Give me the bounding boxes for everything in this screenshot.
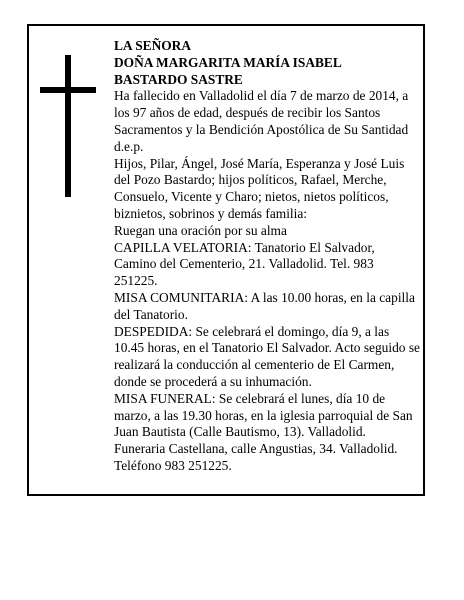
chapel-info: CAPILLA VELATORIA: Tanatorio El Salvador, Camino del Cementerio, 21. Valladolid. Tel. 983 251225. bbox=[114, 239, 375, 289]
prayer-request: Ruegan una oración por su alma bbox=[114, 222, 287, 238]
cross-horizontal-bar bbox=[40, 87, 96, 93]
cross-icon bbox=[40, 55, 96, 197]
community-mass-info: MISA COMUNITARIA: A las 10.00 horas, en la capilla del Tanatorio. bbox=[114, 289, 415, 322]
funeral-mass-info: MISA FUNERAL: Se celebrará el lunes, día 10 de marzo, a las 19.30 horas, en la iglesia parroquial de San Juan Bautista (Calle Bautismo, 13). Valladolid. bbox=[114, 390, 413, 440]
deceased-name-line2: BASTARDO SASTRE bbox=[114, 71, 243, 87]
dep-line: d.e.p. bbox=[114, 138, 144, 154]
family-list: Hijos, Pilar, Ángel, José María, Esperanza y José Luis del Pozo Bastardo; hijos políticos, Rafael, Merche, Consuelo, Vicente y Charo; nietos, nietos políticos, biznietos, sobrinos y demás familia: bbox=[114, 155, 405, 221]
funeral-home-info: Funeraria Castellana, calle Angustias, 34. Valladolid. Teléfono 983 251225. bbox=[114, 441, 398, 473]
farewell-info: DESPEDIDA: Se celebrará el domingo, día 9, a las 10.45 horas, en el Tanatorio El Salvador. Acto seguido se realizará la conducción al cementerio de El Carmen, donde se procederá a su inhumación. bbox=[114, 323, 420, 389]
cross-vertical-bar bbox=[65, 55, 71, 197]
obituary-text bbox=[114, 38, 420, 475]
death-announcement: Ha fallecido en Valladolid el día 7 de marzo de 2014, a los 97 años de edad, después de recibir los Santos Sacramentos y la Bendición Apostólica de Su Santidad bbox=[114, 88, 409, 137]
title-line: LA SEÑORA bbox=[114, 38, 192, 53]
deceased-name-line1: DOÑA MARGARITA MARÍA ISABEL bbox=[114, 54, 342, 70]
